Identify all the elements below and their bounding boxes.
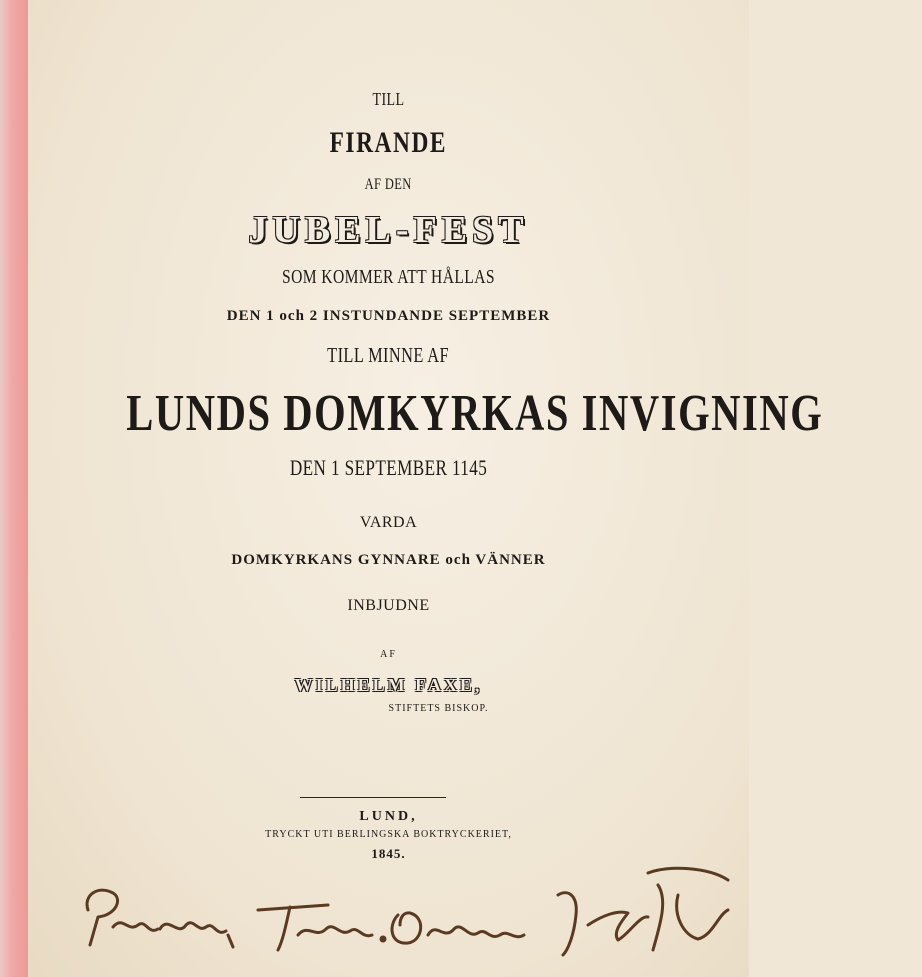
heading-jubel-fest: JUBEL-FEST [248,209,529,251]
imprint-place: LUND, [359,809,418,824]
line-gynnare: DOMKYRKANS GYNNARE och VÄNNER [231,552,546,568]
handwritten-inscription [28,855,749,965]
heading-firande: FIRANDE [329,126,448,159]
pink-binding-strip [0,0,29,977]
imprint-printer: TRYCKT UTI BERLINGSKA BOKTRYCKERIET, [265,829,512,840]
line-till-minne: TILL MINNE AF [327,343,450,367]
imprint-divider [300,797,446,798]
heading-till: TILL [372,89,405,109]
line-inbjudne: INBJUDNE [347,597,430,614]
author-name: WILHELM FAXE, [294,675,483,695]
line-af: AF [380,649,397,660]
line-som-kommer: SOM KOMMER ATT HÅLLAS [282,266,495,288]
author-title: STIFTETS BISKOP. [388,703,489,714]
imprint-year: 1845. [371,846,406,861]
main-title-lunds-domkyrkas: LUNDS DOMKYRKAS INVIGNING [126,385,824,442]
line-den-1-och-2: DEN 1 och 2 INSTUNDANDE SEPTEMBER [226,308,551,324]
line-varda: VARDA [359,514,418,531]
heading-af-den: AF DEN [364,176,413,193]
line-den-1-september: DEN 1 SEPTEMBER 1145 [289,455,488,480]
